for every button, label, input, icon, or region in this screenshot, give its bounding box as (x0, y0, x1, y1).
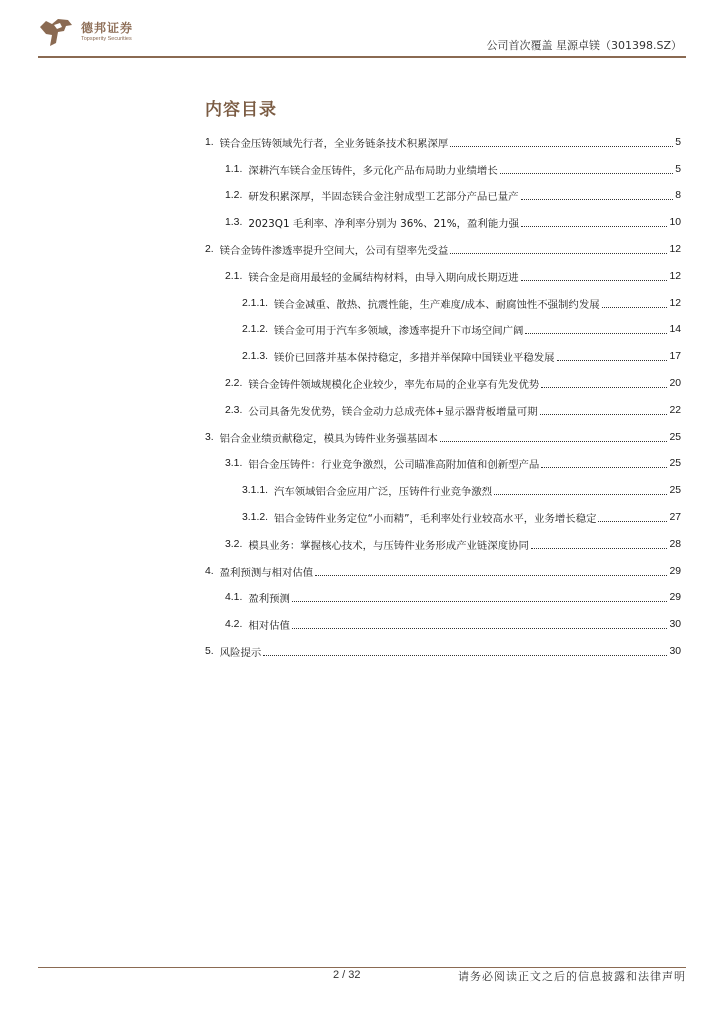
toc-entry-title: 研发积累深厚，半固态镁合金注射成型工艺部分产品已量产 (248, 191, 519, 204)
toc-entry-title: 镁合金铸件领域规模化企业较少，率先布局的企业享有先发优势 (248, 379, 540, 392)
toc-entry-title: 铝合金业绩贡献稳定，模具为铸件业务强基固本 (219, 432, 438, 445)
toc-entry-page: 12 (669, 297, 681, 309)
toc-entry-title: 2023Q1 毛利率、净利率分别为 36%、21%，盈利能力强 (248, 218, 520, 231)
toc-leader-dots (500, 163, 674, 174)
toc-entry-title: 盈利预测与相对估值 (219, 566, 314, 579)
toc-leader-dots (494, 484, 667, 495)
page-number: 2 / 32 (333, 969, 361, 981)
toc-entry-number: 1.2. (225, 190, 243, 202)
toc-entry[interactable] (205, 585, 681, 612)
toc-leader-dots (541, 377, 667, 388)
toc-entry-title: 镁合金减重、散热、抗震性能，生产难度/成本、耐腐蚀性不强制约发展 (274, 298, 600, 311)
toc-entry-page: 17 (669, 351, 681, 363)
toc-entry-title: 公司具备先发优势，镁合金动力总成壳体+显示器背板增量可期 (248, 405, 538, 418)
toc-entry-title: 镁合金压铸领域先行者，全业务链条技术积累深厚 (219, 137, 449, 150)
toc-entry-title: 铝合金铸件业务定位“小而精”，毛利率处行业较高水平，业务增长稳定 (274, 513, 597, 526)
toc-entry-page: 8 (675, 190, 681, 202)
toc-entry-page: 30 (669, 619, 681, 631)
toc-entry-number: 4.1. (225, 592, 243, 604)
toc-entry-page: 10 (669, 217, 681, 229)
toc-entry[interactable] (205, 611, 681, 638)
toc-entry-title: 镁合金铸件渗透率提升空间大，公司有望率先受益 (219, 245, 449, 258)
toc-entry-number: 1.1. (225, 163, 243, 175)
toc-entry-number: 3.1.2. (242, 512, 268, 524)
toc-entry-number: 3.1. (225, 458, 243, 470)
toc-entry-title: 镁合金可用于汽车多领域，渗透率提升下市场空间广阔 (274, 325, 524, 338)
toc-entry-number: 2. (205, 244, 214, 256)
toc-leader-dots (263, 645, 667, 656)
toc-leader-dots (521, 270, 668, 281)
toc-entry-page: 12 (669, 244, 681, 256)
logo-bull-icon (38, 15, 74, 49)
toc-entry-page: 5 (675, 163, 681, 175)
toc-entry-number: 2.2. (225, 378, 243, 390)
toc-leader-dots (450, 243, 667, 254)
toc-entry[interactable] (205, 236, 681, 263)
toc-entry-title: 镁合金是商用最轻的金属结构材料，由导入期向成长期迈进 (248, 271, 519, 284)
toc-entry-page: 29 (669, 565, 681, 577)
toc-leader-dots (540, 404, 668, 415)
toc-entry[interactable] (205, 451, 681, 478)
toc-entry-page: 22 (669, 404, 681, 416)
toc-entry-title: 风险提示 (219, 647, 262, 660)
toc-entry-page: 25 (669, 458, 681, 470)
toc-leader-dots (541, 457, 667, 468)
toc-entry-number: 3. (205, 431, 214, 443)
toc-entry[interactable] (205, 263, 681, 290)
toc-entry[interactable] (205, 183, 681, 210)
toc-entry[interactable] (205, 156, 681, 183)
toc-entry-page: 5 (675, 136, 681, 148)
toc-entry-title: 铝合金压铸件：行业竞争激烈，公司瞄准高附加值和创新型产品 (248, 459, 540, 472)
toc-entry-title: 盈利预测 (248, 593, 290, 606)
toc-entry-page: 25 (669, 485, 681, 497)
toc-entry-page: 30 (669, 646, 681, 658)
toc-entry-number: 1. (205, 136, 214, 148)
toc-entry[interactable] (205, 290, 681, 317)
toc-title: 内容目录 (205, 100, 277, 120)
toc-entry-title: 相对估值 (248, 620, 290, 633)
toc-entry-number: 4. (205, 565, 214, 577)
company-logo (38, 15, 148, 49)
toc-leader-dots (531, 538, 668, 549)
toc-entry-page: 25 (669, 431, 681, 443)
toc-entry-number: 2.1. (225, 270, 243, 282)
toc-entry-number: 1.3. (225, 217, 243, 229)
toc-entry-number: 2.1.3. (242, 351, 268, 363)
toc-entry[interactable] (205, 531, 681, 558)
toc-leader-dots (557, 350, 668, 361)
toc-entry-number: 2.1.2. (242, 324, 268, 336)
toc-entry-page: 14 (669, 324, 681, 336)
toc-entry-number: 3.1.1. (242, 485, 268, 497)
toc-leader-dots (521, 216, 667, 227)
toc-entry[interactable] (205, 504, 681, 531)
toc-entry-number: 3.2. (225, 538, 243, 550)
toc-leader-dots (525, 323, 667, 334)
toc-entry-number: 2.1.1. (242, 297, 268, 309)
toc-entry-page: 27 (669, 512, 681, 524)
toc-entry[interactable] (205, 558, 681, 585)
toc-leader-dots (315, 565, 667, 576)
toc-entry[interactable] (205, 317, 681, 344)
header-divider (38, 56, 686, 58)
toc-entry-title: 镁价已回落并基本保持稳定，多措并举保障中国镁业平稳发展 (274, 352, 555, 365)
toc-leader-dots (602, 297, 668, 308)
toc-entry[interactable] (205, 397, 681, 424)
toc-entry-page: 20 (669, 378, 681, 390)
toc-leader-dots (440, 431, 668, 442)
toc-entry[interactable] (205, 477, 681, 504)
toc-leader-dots (598, 511, 667, 522)
logo-english-name: Topsperity Securities (81, 36, 132, 42)
toc-entry-page: 29 (669, 592, 681, 604)
toc-entry-title: 深耕汽车镁合金压铸件，多元化产品布局助力业绩增长 (248, 164, 498, 177)
toc-entry-number: 5. (205, 646, 214, 658)
toc-leader-dots (292, 618, 668, 629)
toc-entry[interactable] (205, 209, 681, 236)
report-label: 公司首次覆盖 星源卓镁（301398.SZ） (486, 39, 682, 52)
toc-entry[interactable] (205, 370, 681, 397)
toc-entry[interactable] (205, 129, 681, 156)
table-of-contents (205, 129, 681, 665)
toc-entry-title: 模具业务：掌握核心技术，与压铸件业务形成产业链深度协同 (248, 539, 529, 552)
toc-entry[interactable] (205, 343, 681, 370)
logo-name: 德邦证券 (81, 21, 134, 35)
toc-entry-number: 4.2. (225, 619, 243, 631)
toc-entry-page: 12 (669, 270, 681, 282)
toc-entry[interactable] (205, 424, 681, 451)
toc-entry-number: 2.3. (225, 404, 243, 416)
toc-leader-dots (292, 591, 668, 602)
toc-leader-dots (521, 189, 674, 200)
toc-entry[interactable] (205, 638, 681, 665)
disclaimer-note: 请务必阅读正文之后的信息披露和法律声明 (458, 970, 686, 983)
toc-entry-title: 汽车领域铝合金应用广泛，压铸件行业竞争激烈 (274, 486, 493, 499)
toc-leader-dots (450, 136, 673, 147)
toc-entry-page: 28 (669, 538, 681, 550)
